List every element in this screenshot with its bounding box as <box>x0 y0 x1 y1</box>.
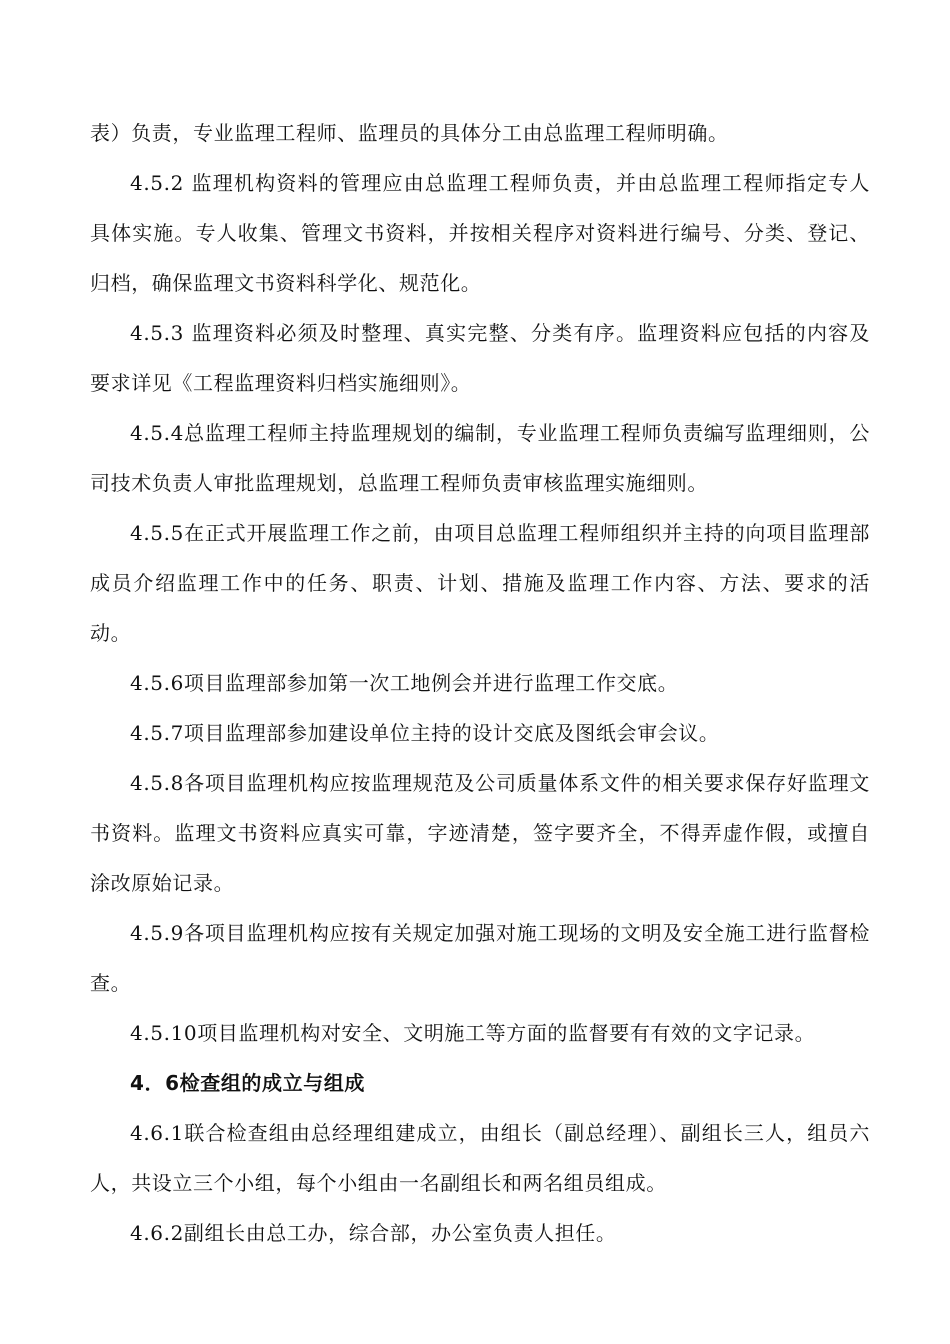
paragraph-4-6-2: 4.6.2副组长由总工办，综合部，办公室负责人担任。 <box>130 1221 617 1245</box>
paragraph-4-5-10: 4.5.10项目监理机构对安全、文明施工等方面的监督要有有效的文字记录。 <box>130 1021 816 1045</box>
paragraph-4-5-8: 4.5.8各项目监理机构应按监理规范及公司质量体系文件的相关要求保存好监理文书资料。监理文书资料应真实可靠，字迹清楚，签字要齐全，不得弄虚作假，或擅自涂改原始记录。 <box>90 771 870 895</box>
paragraph-4-5-4: 4.5.4总监理工程师主持监理规划的编制，专业监理工程师负责编写监理细则，公司技术负责人审批监理规划，总监理工程师负责审核监理实施细则。 <box>90 421 870 495</box>
paragraph-4-5-7: 4.5.7项目监理部参加建设单位主持的设计交底及图纸会审会议。 <box>130 721 720 745</box>
paragraph-4-5-6: 4.5.6项目监理部参加第一次工地例会并进行监理工作交底。 <box>130 671 679 695</box>
section-heading-4-6: 4．6检查组的成立与组成 <box>130 1071 366 1095</box>
paragraph-4-5-3: 4.5.3 监理资料必须及时整理、真实完整、分类有序。监理资料应包括的内容及要求详见《工程监理资料归档实施细则》。 <box>90 321 870 395</box>
paragraph-continued: 表）负责，专业监理工程师、监理员的具体分工由总监理工程师明确。 <box>90 121 729 145</box>
paragraph-4-5-9: 4.5.9各项目监理机构应按有关规定加强对施工现场的文明及安全施工进行监督检查。 <box>90 921 870 995</box>
paragraph-4-5-5: 4.5.5在正式开展监理工作之前，由项目总监理工程师组织并主持的向项目监理部成员介绍监理工作中的任务、职责、计划、措施及监理工作内容、方法、要求的活动。 <box>90 521 870 645</box>
paragraph-4-5-2: 4.5.2 监理机构资料的管理应由总监理工程师负责，并由总监理工程师指定专人具体实施。专人收集、管理文书资料，并按相关程序对资料进行编号、分类、登记、归档，确保监理文书资料科学化、规范化。 <box>90 171 870 295</box>
document-body <box>90 108 870 1258</box>
paragraph-4-6-1: 4.6.1联合检查组由总经理组建成立，由组长（副总经理）、副组长三人，组员六人，共设立三个小组，每个小组由一名副组长和两名组员组成。 <box>90 1121 870 1195</box>
